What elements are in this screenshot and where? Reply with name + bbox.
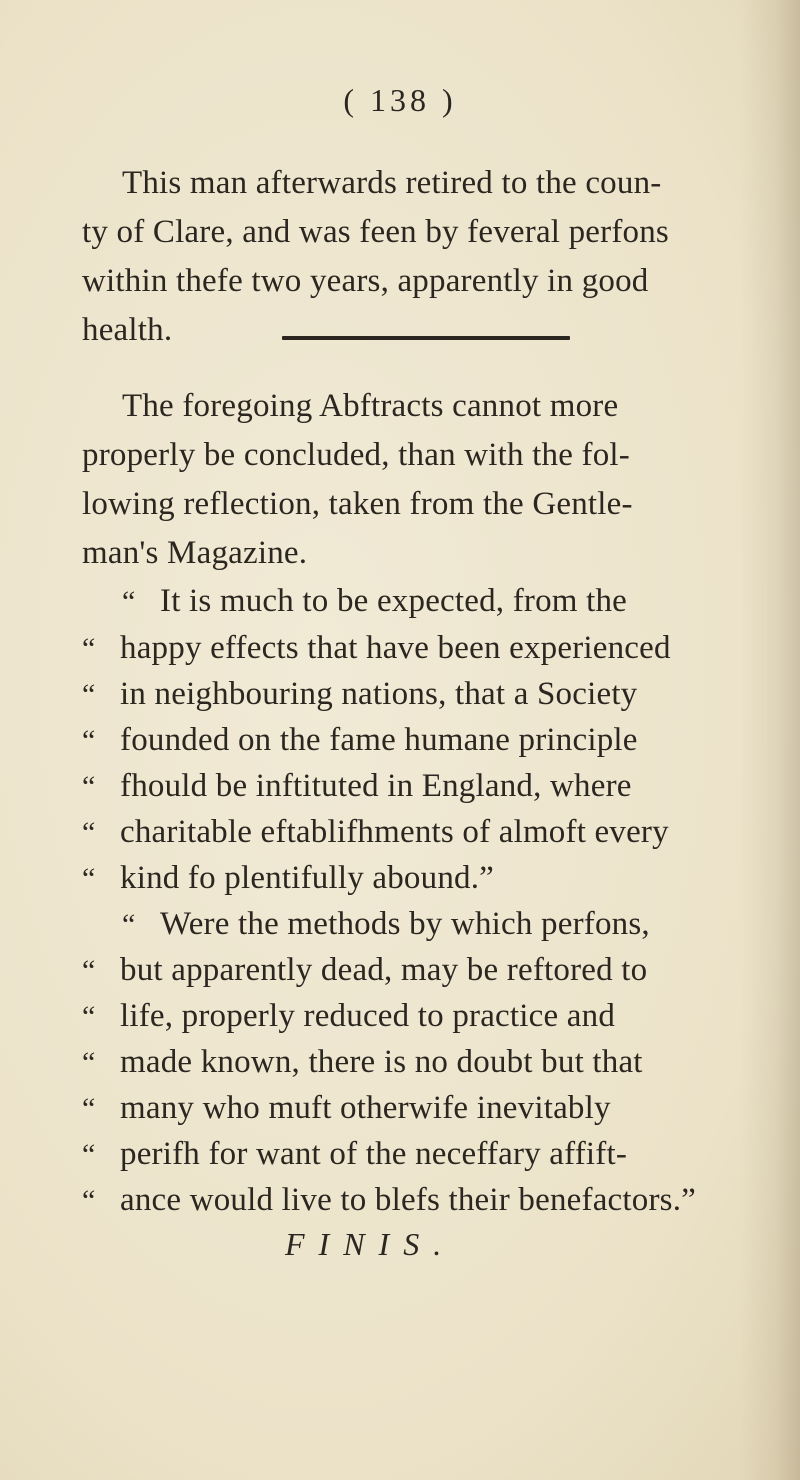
quote-line: “ in neighbouring nations, that a Society — [82, 676, 638, 712]
quote-line: “ many who muft otherwife inevitably — [82, 1090, 611, 1126]
quote-line: “ charitable eftablifhments of almoft every — [82, 814, 669, 850]
page-number: ( 138 ) — [343, 82, 457, 118]
body-line: The foregoing Abftracts cannot more — [122, 388, 619, 424]
body-line: properly be concluded, than with the fol- — [82, 437, 630, 473]
page-edge-shadow — [740, 0, 800, 1480]
quote-line: “ life, properly reduced to practice and — [82, 998, 616, 1034]
body-line: lowing reflection, taken from the Gentle- — [82, 486, 633, 522]
quote-line: “ ance would live to blefs their benefactors.” — [82, 1182, 696, 1218]
body-line: ty of Clare, and was feen by feveral perfons — [82, 214, 669, 250]
body-line: This man afterwards retired to the coun- — [122, 165, 662, 201]
quote-line: “ Were the methods by which perfons, — [122, 906, 650, 942]
section-divider — [282, 336, 570, 340]
quote-line: “ but apparently dead, may be reftored to — [82, 952, 648, 988]
quote-line: “ happy effects that have been experienced — [82, 630, 671, 666]
quote-line: “ made known, there is no doubt but that — [82, 1044, 643, 1080]
quote-line: “ founded on the fame humane principle — [82, 722, 638, 758]
body-line: within thefe two years, apparently in good — [82, 263, 649, 299]
quote-line: “ perifh for want of the neceffary affift- — [82, 1136, 628, 1172]
quote-line: “ kind fo plentifully abound.” — [82, 860, 495, 896]
finis-heading: FINIS. — [285, 1226, 456, 1262]
quote-line: “ It is much to be expected, from the — [122, 583, 628, 619]
quote-line: “ fhould be inftituted in England, where — [82, 768, 632, 804]
body-line: health. — [82, 312, 173, 348]
body-line: man's Magazine. — [82, 535, 308, 571]
